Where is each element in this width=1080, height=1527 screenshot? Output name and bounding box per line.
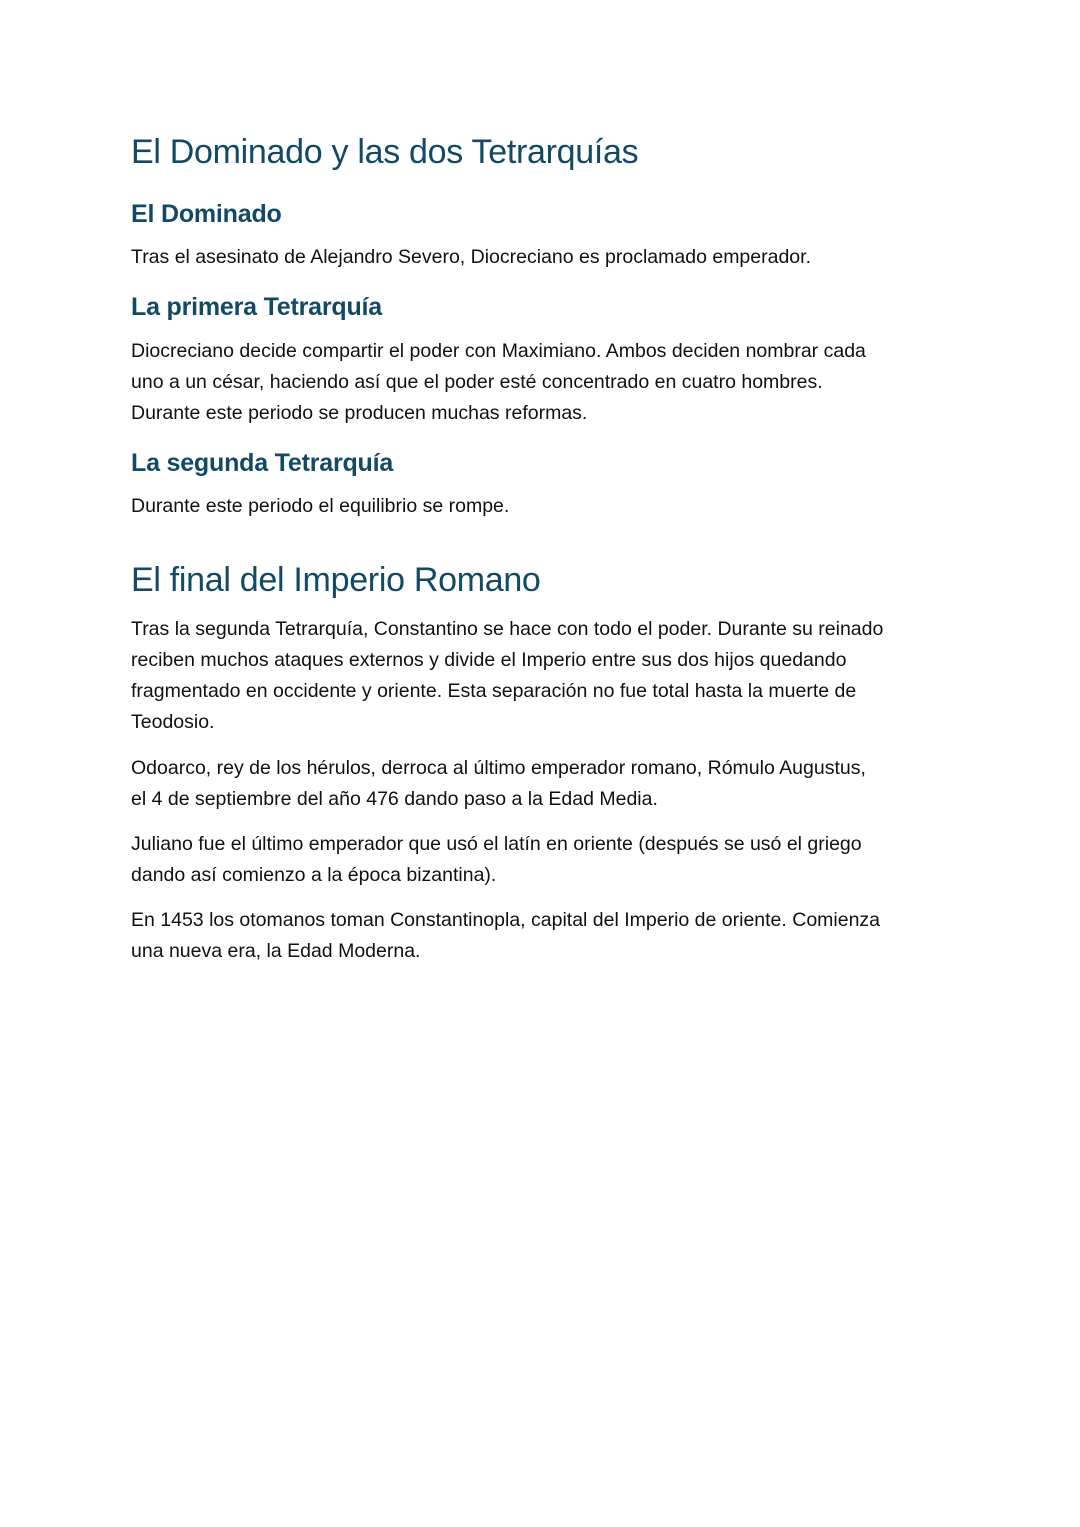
- paragraph-el-dominado: [131, 242, 961, 273]
- text-line: Durante este periodo se producen muchas reformas.: [131, 402, 588, 424]
- paragraph-primera-tetrarquia: [131, 336, 961, 429]
- text-line: fragmentado en occidente y oriente. Esta separación no fue total hasta la muerte de: [131, 680, 857, 702]
- text-line: Odoarco, rey de los hérulos, derroca al último emperador romano, Rómulo Augustus,: [131, 757, 866, 779]
- text-line: Tras la segunda Tetrarquía, Constantino se hace con todo el poder. Durante su reinado: [131, 618, 884, 640]
- text-line: En 1453 los otomanos toman Constantinopla, capital del Imperio de oriente. Comienza: [131, 909, 881, 931]
- text-line: una nueva era, la Edad Moderna.: [131, 940, 421, 962]
- text-line: Durante este periodo el equilibrio se rompe.: [131, 495, 510, 517]
- paragraph-odoarco: [131, 753, 961, 815]
- subheading-el-dominado: El Dominado: [131, 200, 282, 228]
- subheading-primera-tetrarquia: La primera Tetrarquía: [131, 293, 382, 321]
- text-line: dando así comienzo a la época bizantina).: [131, 864, 497, 886]
- text-line: Teodosio.: [131, 711, 215, 733]
- text-line: Diocreciano decide compartir el poder con Maximiano. Ambos deciden nombrar cada: [131, 340, 866, 362]
- text-line: Tras el asesinato de Alejandro Severo, Diocreciano es proclamado emperador.: [131, 246, 811, 268]
- paragraph-juliano: [131, 829, 961, 891]
- subheading-segunda-tetrarquia: La segunda Tetrarquía: [131, 449, 394, 477]
- text-line: reciben muchos ataques externos y divide el Imperio entre sus dos hijos quedando: [131, 649, 847, 671]
- text-line: uno a un césar, haciendo así que el poder esté concentrado en cuatro hombres.: [131, 371, 823, 393]
- paragraph-constantinopla: [131, 905, 961, 967]
- text-line: el 4 de septiembre del año 476 dando paso a la Edad Media.: [131, 788, 658, 810]
- paragraph-segunda-tetrarquia: [131, 491, 961, 522]
- text-line: Juliano fue el último emperador que usó el latín en oriente (después se usó el griego: [131, 833, 862, 855]
- paragraph-constantino: [131, 614, 961, 738]
- section-title-dominado: El Dominado y las dos Tetrarquías: [131, 133, 639, 171]
- section-title-final-imperio: El final del Imperio Romano: [131, 561, 541, 599]
